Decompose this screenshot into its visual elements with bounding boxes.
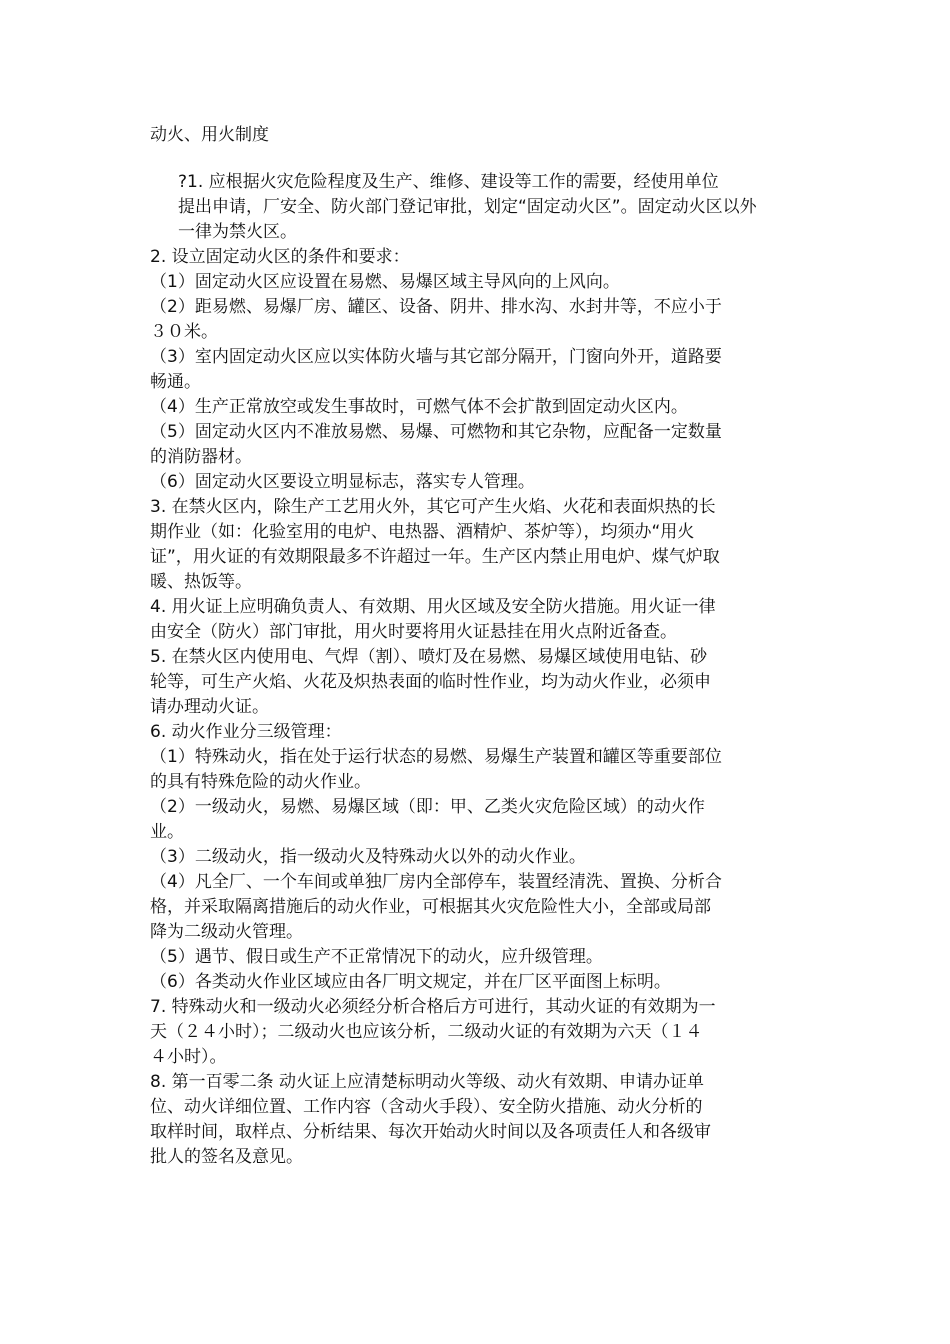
paragraph — [150, 420, 805, 470]
text-line: （1）特殊动火，指在处于运行状态的易燃、易爆生产装置和罐区等重要部位 — [150, 747, 722, 767]
text-line: （5）遇节、假日或生产不正常情况下的动火，应升级管理。 — [150, 947, 603, 967]
text-line: ?1. 应根据火灾危险程度及生产、维修、建设等工作的需要，经使用单位 — [178, 172, 719, 192]
text-line: 一律为禁火区。 — [178, 222, 297, 242]
paragraph — [150, 845, 805, 870]
paragraph — [150, 720, 805, 745]
paragraph — [150, 1070, 805, 1170]
text-line: 降为二级动火管理。 — [150, 922, 303, 942]
text-line: 5. 在禁火区内使用电、气焊（割）、喷灯及在易燃、易爆区域使用电钻、砂 — [150, 647, 708, 667]
text-line: 请办理动火证。 — [150, 697, 269, 717]
paragraph — [150, 945, 805, 970]
text-line: （3）室内固定动火区应以实体防火墙与其它部分隔开，门窗向外开，道路要 — [150, 347, 722, 367]
paragraph — [150, 395, 805, 420]
text-line: 的消防器材。 — [150, 447, 252, 467]
text-line: ３０米。 — [150, 322, 218, 342]
paragraph — [150, 495, 805, 595]
text-line: 由安全（防火）部门审批，用火时要将用火证悬挂在用火点附近备查。 — [150, 622, 677, 642]
paragraph — [150, 245, 805, 270]
text-line: （2）一级动火，易燃、易爆区域（即：甲、乙类火灾危险区域）的动火作 — [150, 797, 705, 817]
paragraph — [150, 595, 805, 645]
text-line: 取样时间，取样点、分析结果、每次开始动火时间以及各项责任人和各级审 — [150, 1122, 711, 1142]
paragraph — [150, 295, 805, 345]
text-line: 期作业（如：化验室用的电炉、电热器、酒精炉、茶炉等），均须办“用火 — [150, 522, 695, 542]
text-line: 业。 — [150, 822, 184, 842]
text-line: （3）二级动火，指一级动火及特殊动火以外的动火作业。 — [150, 847, 586, 867]
text-line: （6）各类动火作业区域应由各厂明文规定，并在厂区平面图上标明。 — [150, 972, 671, 992]
text-line: 格，并采取隔离措施后的动火作业，可根据其火灾危险性大小，全部或局部 — [150, 897, 711, 917]
paragraph — [150, 745, 805, 795]
text-line: ４小时）。 — [150, 1047, 227, 1067]
text-line: （6）固定动火区要设立明显标志，落实专人管理。 — [150, 472, 535, 492]
paragraph — [150, 270, 805, 295]
text-line: 6. 动火作业分三级管理： — [150, 722, 342, 742]
document-body — [150, 170, 805, 1170]
text-line: 轮等，可生产火焰、火花及炽热表面的临时性作业，均为动火作业，必须申 — [150, 672, 711, 692]
paragraph — [150, 870, 805, 945]
text-line: （1）固定动火区应设置在易燃、易爆区域主导风向的上风向。 — [150, 272, 620, 292]
paragraph — [150, 795, 805, 845]
paragraph — [150, 645, 805, 720]
document-title: 动火、用火制度 — [150, 125, 269, 145]
document-page — [150, 122, 805, 1170]
text-line: 天（２４小时）；二级动火也应该分析，二级动火证的有效期为六天（１４ — [150, 1022, 703, 1042]
text-line: （2）距易燃、易爆厂房、罐区、设备、阴井、排水沟、水封井等，不应小于 — [150, 297, 722, 317]
text-line: 的具有特殊危险的动火作业。 — [150, 772, 371, 792]
paragraph — [150, 995, 805, 1070]
text-line: 证”，用火证的有效期限最多不许超过一年。生产区内禁止用电炉、煤气炉取 — [150, 547, 720, 567]
text-line: 4. 用火证上应明确负责人、有效期、用火区域及安全防火措施。用火证一律 — [150, 597, 716, 617]
paragraph — [150, 970, 805, 995]
text-line: 提出申请，厂安全、防火部门登记审批，划定“固定动火区”。固定动火区以外 — [178, 197, 757, 217]
text-line: 3. 在禁火区内，除生产工艺用火外，其它可产生火焰、火花和表面炽热的长 — [150, 497, 716, 517]
text-line: 8. 第一百零二条 动火证上应清楚标明动火等级、动火有效期、申请办证单 — [150, 1072, 705, 1092]
text-line: （4）生产正常放空或发生事故时，可燃气体不会扩散到固定动火区内。 — [150, 397, 688, 417]
paragraph — [150, 170, 805, 245]
text-line: （4）凡全厂、一个车间或单独厂房内全部停车，装置经清洗、置换、分析合 — [150, 872, 722, 892]
paragraph — [150, 345, 805, 395]
text-line: 畅通。 — [150, 372, 201, 392]
paragraph — [150, 470, 805, 495]
text-line: 批人的签名及意见。 — [150, 1147, 303, 1167]
text-line: （5）固定动火区内不准放易燃、易爆、可燃物和其它杂物，应配备一定数量 — [150, 422, 722, 442]
text-line: 暖、热饭等。 — [150, 572, 252, 592]
text-line: 位、动火详细位置、工作内容（含动火手段）、安全防火措施、动火分析的 — [150, 1097, 703, 1117]
text-line: 2. 设立固定动火区的条件和要求： — [150, 247, 410, 267]
text-line: 7. 特殊动火和一级动火必须经分析合格后方可进行，其动火证的有效期为一 — [150, 997, 716, 1017]
